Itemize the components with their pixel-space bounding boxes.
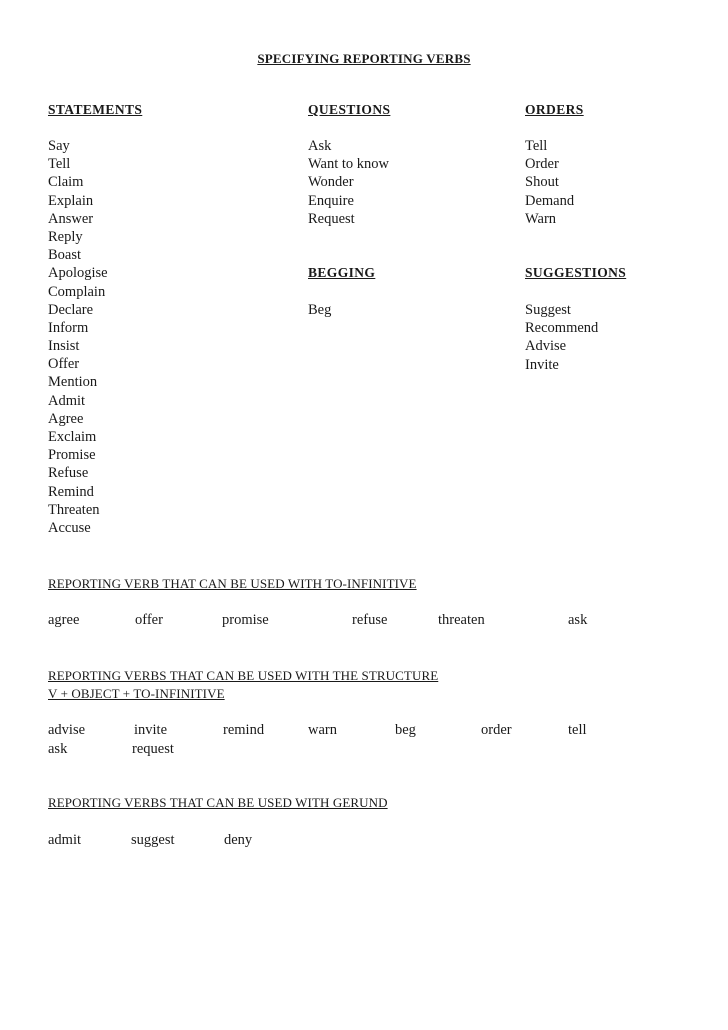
list-item: Ask <box>308 138 332 154</box>
list-item: Mention <box>48 374 98 391</box>
list-item: Want to know <box>308 156 389 173</box>
list-item: Promise <box>48 447 96 464</box>
list-item: Inform <box>48 319 89 336</box>
list-item: Shout <box>525 174 559 191</box>
orders-list <box>525 137 574 228</box>
list-item: Recommend <box>525 320 599 337</box>
list-item: Say <box>48 138 70 154</box>
questions-list <box>308 137 389 228</box>
verb: remind <box>223 722 265 738</box>
begging-list <box>308 301 331 319</box>
list-item: Demand <box>525 192 575 209</box>
verb: tell <box>568 722 587 738</box>
list-item: Offer <box>48 356 80 373</box>
list-item: Boast <box>48 247 82 264</box>
page-title: SPECIFYING REPORTING VERBS <box>257 51 471 66</box>
verb: ask <box>48 741 68 757</box>
list-item: Insist <box>48 338 80 355</box>
heading-orders: ORDERS <box>525 102 584 117</box>
object-to-infinitive-verbs-row-2 <box>0 740 728 758</box>
list-item: Declare <box>48 301 94 318</box>
verb: threaten <box>438 612 485 628</box>
heading-begging: BEGGING <box>308 265 376 280</box>
verb: offer <box>135 612 163 628</box>
list-item: Threaten <box>48 501 100 518</box>
heading-suggestions: SUGGESTIONS <box>525 265 627 280</box>
list-item: Answer <box>48 210 94 227</box>
list-item: Claim <box>48 174 84 191</box>
heading-questions: QUESTIONS <box>308 102 391 117</box>
verb: admit <box>48 832 82 848</box>
verb: request <box>132 741 174 757</box>
list-item: Invite <box>525 356 559 373</box>
statements-list <box>48 137 108 537</box>
verb: order <box>481 722 512 738</box>
verb: deny <box>224 832 253 848</box>
list-item: Refuse <box>48 465 89 482</box>
section-heading-to-infinitive: REPORTING VERB THAT CAN BE USED WITH TO-INFINITIVE <box>48 576 417 591</box>
section-heading-object-to-infinitive-line2: V + OBJECT + TO-INFINITIVE <box>48 686 225 701</box>
section-heading-object-to-infinitive-line1: REPORTING VERBS THAT CAN BE USED WITH THE STRUCTURE <box>48 668 439 683</box>
verb: ask <box>568 612 588 628</box>
verb: suggest <box>131 832 175 848</box>
list-item: Tell <box>525 138 548 154</box>
heading-statements: STATEMENTS <box>48 102 143 117</box>
list-item: Beg <box>308 302 332 318</box>
verb: agree <box>48 612 80 628</box>
list-item: Remind <box>48 483 94 500</box>
list-item: Complain <box>48 283 106 300</box>
verb: beg <box>395 722 416 738</box>
verb: refuse <box>352 612 388 628</box>
list-item: Wonder <box>308 174 354 191</box>
verb: promise <box>222 612 269 628</box>
list-item: Reply <box>48 228 83 245</box>
to-infinitive-verbs-row <box>0 611 728 629</box>
verb: advise <box>48 722 86 738</box>
list-item: Explain <box>48 192 94 209</box>
list-item: Apologise <box>48 265 108 282</box>
list-item: Suggest <box>525 302 571 318</box>
list-item: Exclaim <box>48 429 97 445</box>
list-item: Accuse <box>48 519 91 536</box>
list-item: Request <box>308 210 355 227</box>
verb: warn <box>308 722 337 738</box>
gerund-verbs-row <box>0 831 728 849</box>
list-item: Enquire <box>308 192 354 209</box>
section-heading-gerund: REPORTING VERBS THAT CAN BE USED WITH GERUND <box>48 795 388 810</box>
list-item: Admit <box>48 392 86 409</box>
object-to-infinitive-verbs-row-1 <box>0 721 728 739</box>
suggestions-list <box>525 301 598 374</box>
list-item: Agree <box>48 410 84 427</box>
list-item: Warn <box>525 210 557 227</box>
list-item: Tell <box>48 156 71 173</box>
list-item: Order <box>525 156 559 173</box>
verb: invite <box>134 722 168 738</box>
list-item: Advise <box>525 338 567 355</box>
